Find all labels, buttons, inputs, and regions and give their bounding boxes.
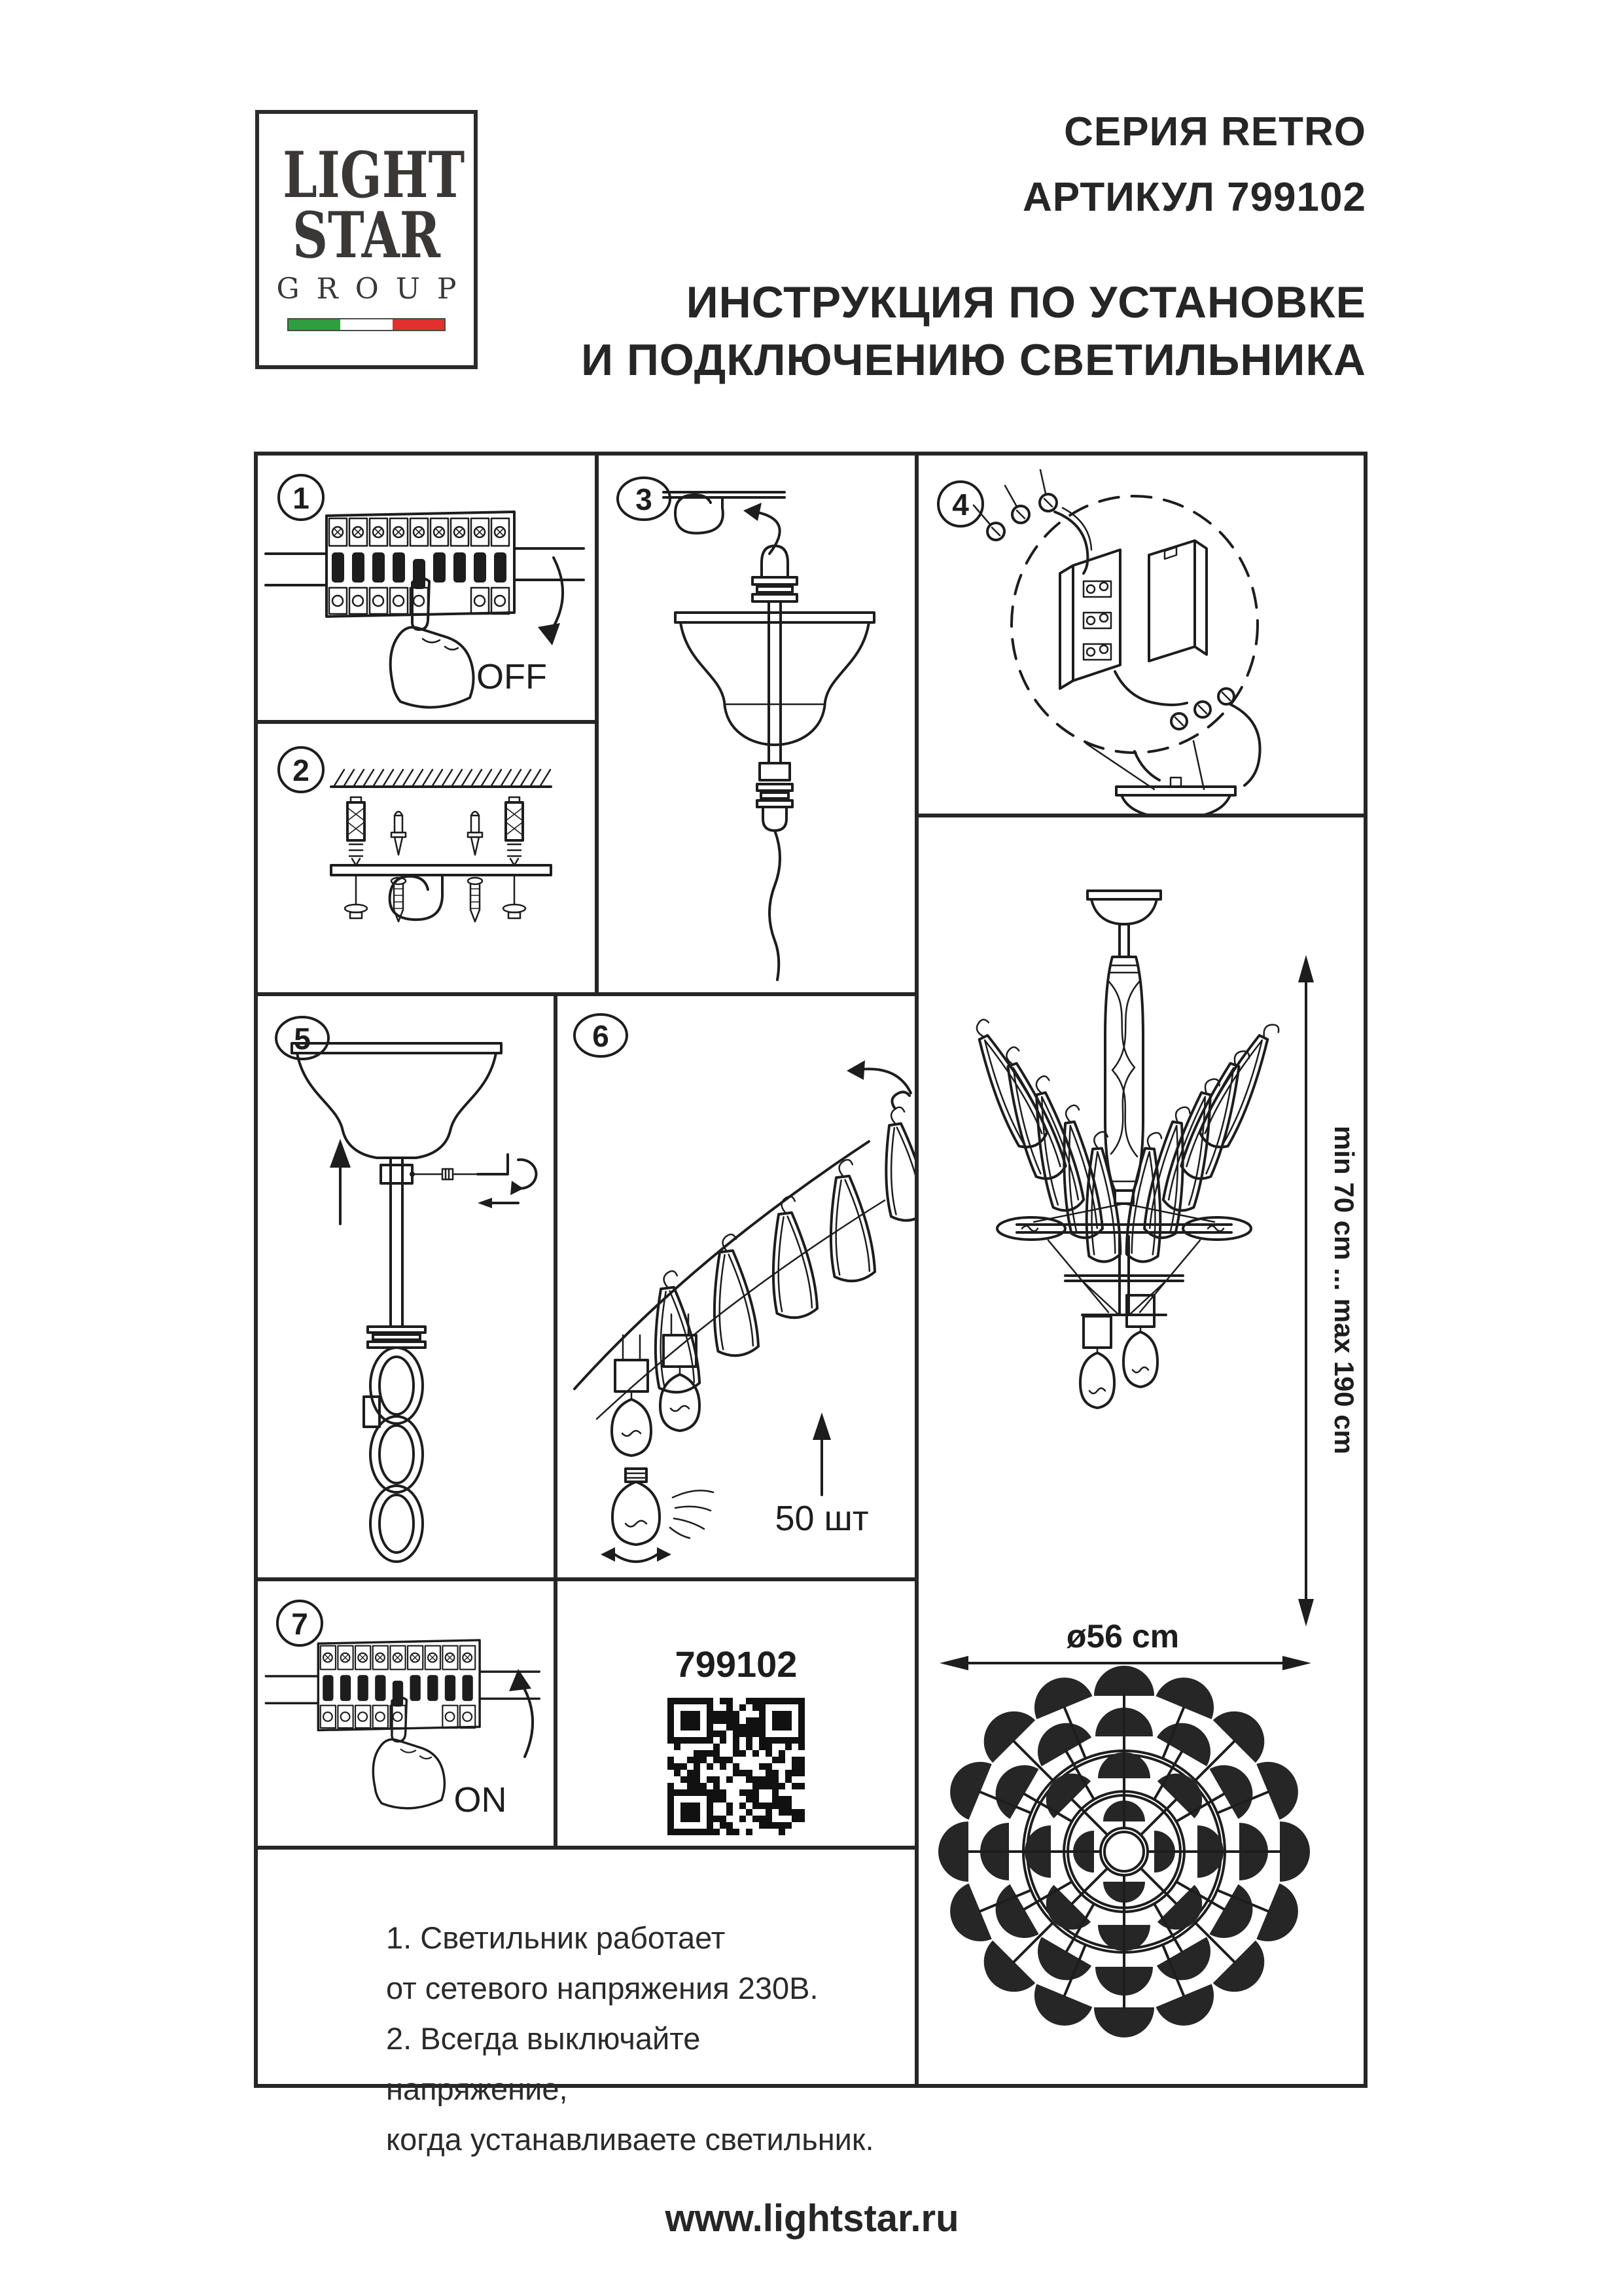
- step-number: 3: [635, 482, 652, 516]
- step-number: 4: [952, 488, 969, 522]
- note-line: 2. Всегда выключайте напряжение,: [386, 2021, 701, 2106]
- crystal-pendants: [644, 1105, 915, 1395]
- step-3-panel: [598, 456, 915, 992]
- step-5-panel: [258, 996, 554, 1577]
- magnifier-circle: [1012, 496, 1258, 753]
- step-6-panel: [557, 996, 915, 1577]
- website-url: www.lightstar.ru: [665, 2197, 959, 2240]
- step-3-drawing: [598, 456, 915, 992]
- qr-drawing: [557, 1581, 915, 1846]
- qr-panel: [557, 1581, 915, 1846]
- note-line: когда устанавливаете светильник.: [386, 2122, 874, 2157]
- chandelier-top-view: [938, 1666, 1310, 2037]
- canopy-and-rod: [292, 1043, 501, 1327]
- flag-red-stripe: [393, 319, 444, 330]
- set-screw-and-hex-key: [415, 1155, 536, 1208]
- notes-panel: [258, 1850, 915, 2157]
- pendant-loop-and-canopy: [675, 546, 874, 980]
- count-arrow: [813, 1412, 831, 1495]
- quantity-label: 50 шт: [775, 1499, 869, 1538]
- ceiling-hook-icon: [390, 875, 442, 920]
- qr-code: [667, 1698, 805, 1835]
- supply-wires: [974, 470, 1091, 573]
- title-line-2: И ПОДКЛЮЧЕНИЮ СВЕТИЛЬНИКА: [581, 335, 1366, 385]
- qr-article-number: 799102: [675, 1643, 798, 1685]
- pendant-hook-and-arrow: [847, 1060, 911, 1109]
- italy-flag-icon: [287, 318, 446, 331]
- off-label: OFF: [476, 657, 547, 696]
- logo-word-group: GROUP: [276, 272, 474, 306]
- logo-word-star: STAR: [292, 198, 441, 272]
- rotate-arrow: [514, 1160, 536, 1189]
- on-turn-arrow: [509, 1669, 533, 1757]
- logo-word-light: LIGHT: [283, 138, 465, 212]
- header-series-block: [1023, 99, 1366, 230]
- step-1-panel: [258, 456, 595, 720]
- step-2-drawing: [258, 724, 595, 992]
- ceiling-hatch: [334, 770, 550, 787]
- power-cord: [769, 831, 780, 980]
- step-7-panel: [258, 1581, 554, 1846]
- chandelier-side-view: [962, 891, 1286, 1408]
- step-1-drawing: [258, 456, 595, 720]
- header-title-block: [581, 274, 1366, 389]
- flag-green-stripe: [289, 319, 340, 330]
- step-number: 7: [291, 1607, 308, 1641]
- height-range-label: min 70 cm ... max 190 cm: [1329, 1126, 1360, 1454]
- circuit-breaker-panel-drawing: [266, 512, 584, 617]
- step-2-panel: [258, 724, 595, 992]
- step-number: 5: [294, 1022, 311, 1056]
- series-name: СЕРИЯ RETRO: [1064, 109, 1366, 154]
- note-line: 1. Светильник работает: [386, 1920, 726, 1955]
- chain-links: [364, 1327, 425, 1562]
- wall-plugs-and-screws: [345, 797, 525, 922]
- step-6-drawing: [557, 996, 915, 1577]
- screw-in-bulb-with-hand: [601, 1469, 713, 1562]
- step-4-drawing: [919, 456, 1365, 814]
- lightstar-logo: [255, 110, 478, 369]
- canopy-bottom: [1116, 778, 1235, 814]
- circuit-breaker-panel-drawing: [266, 1640, 539, 1731]
- step-number: 6: [592, 1019, 609, 1053]
- height-dimension-arrow: [1298, 955, 1314, 1626]
- lift-arrow: [330, 1139, 351, 1224]
- note-line: от сетевого напряжения 230В.: [386, 1971, 819, 2005]
- instruction-grid: [254, 452, 1368, 2157]
- diameter-label: ø56 cm: [1066, 1618, 1180, 1655]
- title-line-1: ИНСТРУКЦИЯ ПО УСТАНОВКЕ: [686, 278, 1366, 327]
- twisted-column-spiral: [1108, 981, 1140, 1157]
- chandelier-overview-panel: [919, 817, 1365, 2084]
- chandelier-overview-drawing: [919, 817, 1365, 2084]
- rotate-arrow: [614, 1554, 658, 1562]
- on-label: ON: [453, 1780, 507, 1820]
- step-7-drawing: [258, 1581, 554, 1846]
- flag-white-stripe: [340, 319, 392, 330]
- terminal-block-drawing: [1060, 541, 1207, 689]
- fixture-wires: [1115, 672, 1260, 785]
- step-number: 2: [292, 753, 309, 787]
- step-4-panel: [919, 456, 1365, 814]
- article-number: АРТИКУЛ 799102: [1023, 175, 1366, 220]
- step-5-drawing: [258, 996, 554, 1577]
- step-number: 1: [292, 481, 309, 515]
- off-turn-arrow: [538, 558, 563, 645]
- ceiling-hook-icon: [675, 495, 723, 533]
